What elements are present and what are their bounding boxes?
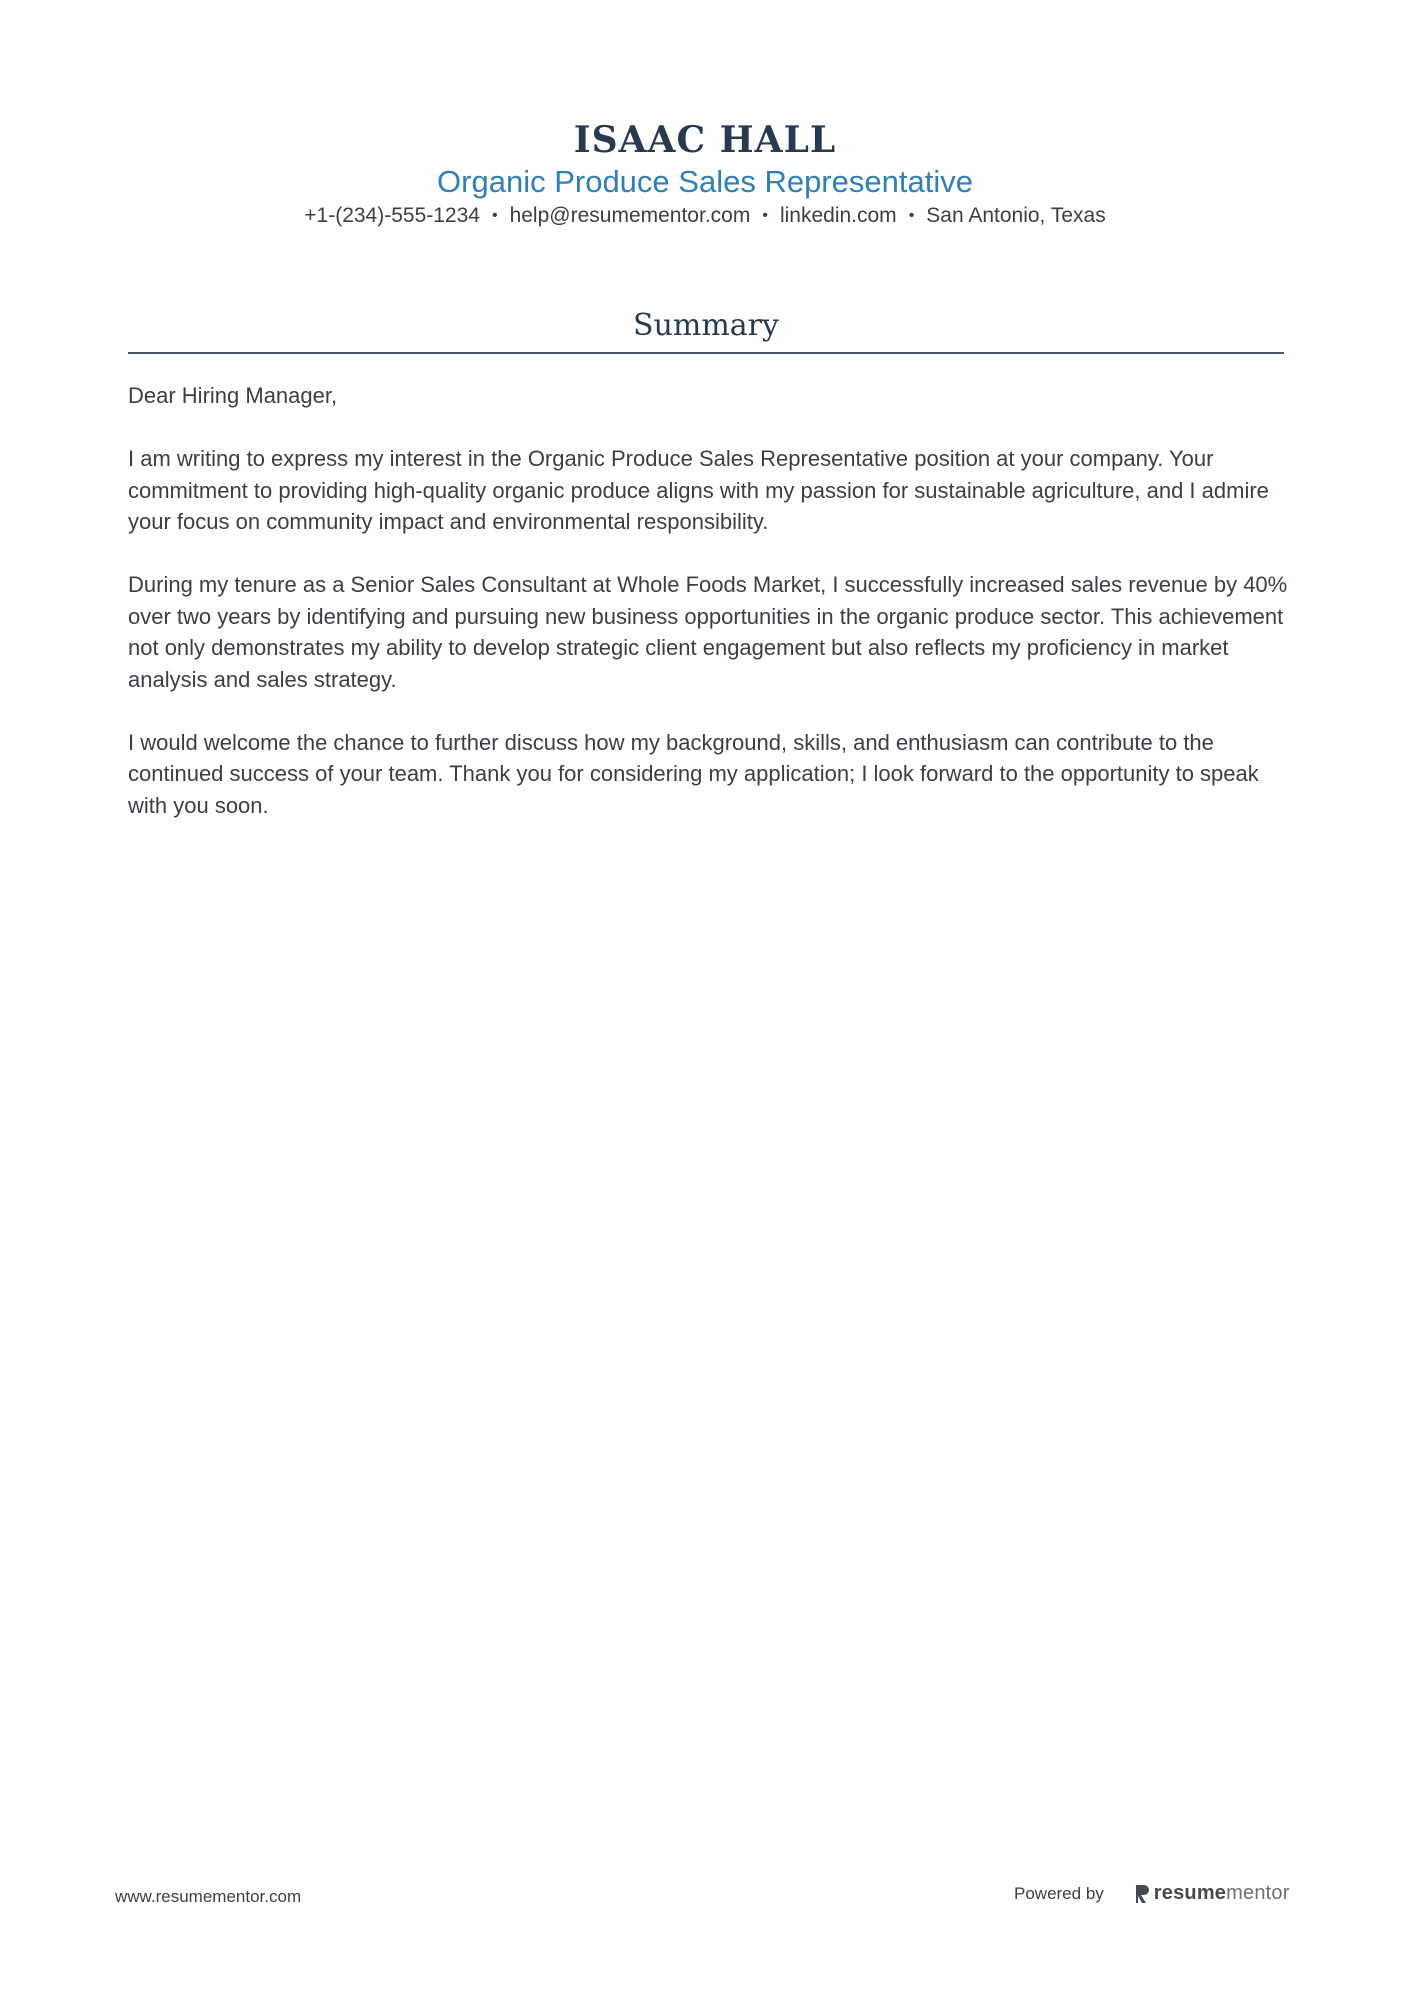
brand-wordmark[interactable] bbox=[1154, 1882, 1290, 1905]
footer-website[interactable]: www.resumementor.com bbox=[115, 1887, 302, 1906]
letter-greeting: Dear Hiring Manager, bbox=[128, 383, 338, 408]
contact-separator: • bbox=[491, 207, 498, 224]
contact-separator: • bbox=[762, 207, 768, 224]
contact-separator: • bbox=[908, 207, 915, 224]
contact-email[interactable]: help@resumementor.com bbox=[509, 204, 751, 227]
section-title-summary: Summary bbox=[633, 308, 779, 343]
letter-paragraph-1: I am writing to express my interest in the Organic Produce Sales Representative position at your company. Your commitment to providing high-quality organic produce aligns with my passion for sustainable agriculture, and I admire your focus on community impact and environmental responsibility. bbox=[128, 446, 1269, 534]
brand-wordmark-light: mentor bbox=[1226, 1882, 1290, 1904]
applicant-name: ISAAC HALL bbox=[573, 119, 837, 161]
contact-linkedin[interactable]: linkedin.com bbox=[779, 204, 897, 227]
powered-by-label: Powered by bbox=[1014, 1883, 1104, 1903]
resumementor-logo-icon bbox=[1134, 1884, 1150, 1904]
section-divider bbox=[128, 352, 1284, 354]
letter-paragraph-2: During my tenure as a Senior Sales Consultant at Whole Foods Market, I successfully increased sales revenue by 40% over two years by identifying and pursuing new business opportunities in the organic produce sector. This achievement not only demonstrates my ability to develop strategic client engagement but also reflects my proficiency in market analysis and sales strategy. bbox=[128, 572, 1288, 692]
footer-branding bbox=[1014, 1882, 1290, 1905]
letter-body bbox=[128, 380, 1288, 853]
brand-wordmark-bold: resume bbox=[1153, 1882, 1227, 1904]
contact-phone: +1-(234)-555-1234 bbox=[304, 204, 480, 227]
letter-paragraph-3: I would welcome the chance to further discuss how my background, skills, and enthusiasm can contribute to the continued success of your team. Thank you for considering my application; I look forward to the opportunity to speak with you soon. bbox=[128, 729, 1259, 818]
header bbox=[0, 118, 1410, 232]
contact-location: San Antonio, Texas bbox=[926, 204, 1106, 227]
job-title: Organic Produce Sales Representative bbox=[437, 164, 973, 199]
contact-line bbox=[0, 202, 1410, 232]
